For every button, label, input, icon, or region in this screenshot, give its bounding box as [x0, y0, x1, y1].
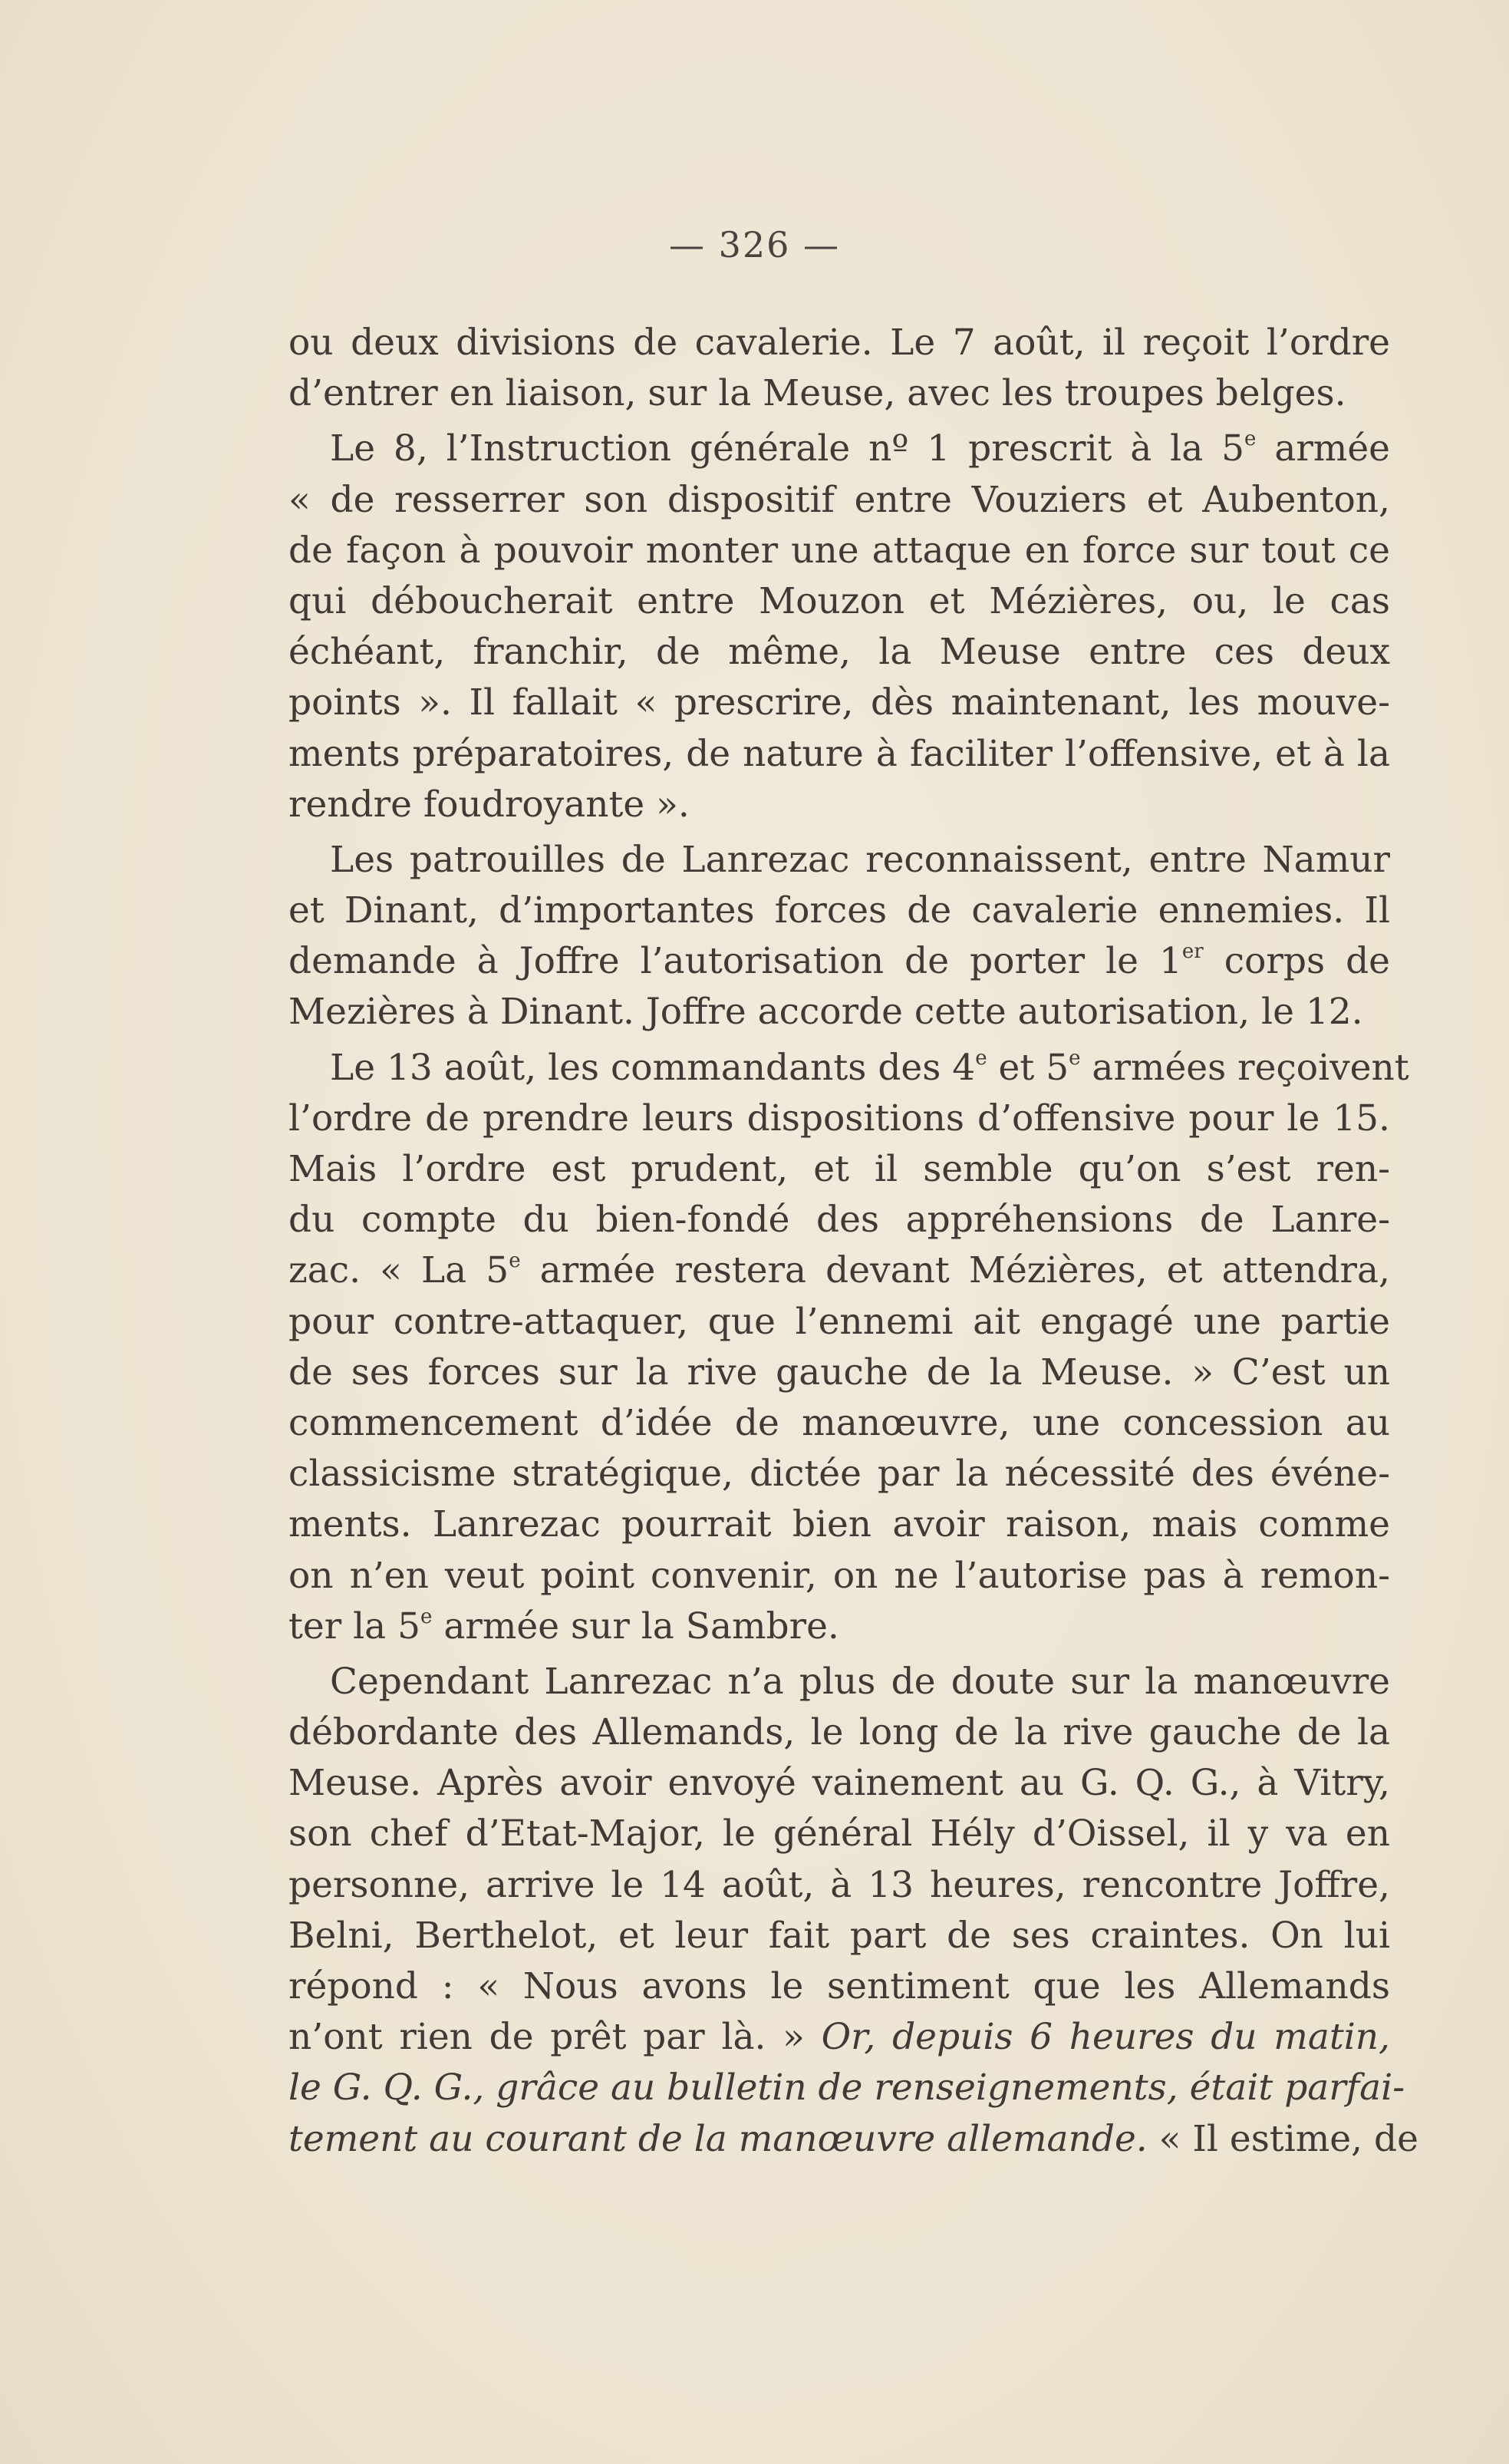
text-span: armée sur la Sambre. — [432, 1605, 839, 1648]
text-line — [288, 1601, 1390, 1652]
text-line — [288, 1499, 1390, 1550]
text-line — [288, 2012, 1390, 2063]
text-span: corps de — [1203, 940, 1390, 983]
text-line — [288, 1449, 1390, 1499]
text-span: du compte du bien-fondé des appréhensions de Lanre- — [288, 1199, 1390, 1242]
text-line — [288, 1144, 1390, 1195]
text-line — [288, 1809, 1390, 1859]
text-line — [288, 424, 1390, 474]
text-span: Meuse. Après avoir envoyé vainement au G. Q. G., à Vitry, — [288, 1762, 1390, 1805]
superscript: er — [1181, 940, 1204, 964]
text-span: Les patrouilles de Lanrezac reconnaissent, entre Namur — [330, 838, 1390, 881]
superscript: e — [420, 1605, 433, 1628]
text-span: Belni, Berthelot, et leur fait part de ses craintes. On lui — [288, 1914, 1390, 1957]
text-line — [288, 318, 1390, 368]
text-span: d’entrer en liaison, sur la Meuse, avec les troupes belges. — [288, 372, 1346, 415]
text-span: qui déboucherait entre Mouzon et Mézières, ou, le cas — [288, 579, 1390, 622]
italic-text: Or, depuis 6 heures du matin, — [821, 2016, 1390, 2059]
text-line — [288, 1860, 1390, 1911]
text-line — [288, 1657, 1390, 1707]
text-span: armée restera devant Mézières, et attendra, — [520, 1249, 1390, 1292]
text-span: ments préparatoires, de nature à faciliter l’offensive, et à la — [288, 732, 1390, 775]
text-span: débordante des Allemands, le long de la rive gauche de la — [288, 1711, 1390, 1754]
text-line — [288, 1347, 1390, 1398]
text-line — [288, 936, 1390, 987]
text-span: son chef d’Etat-Major, le général Hély d’Oissel, il y va en — [288, 1813, 1390, 1855]
text-span: armées reçoivent — [1080, 1046, 1409, 1089]
text-span: Cependant Lanrezac n’a plus de doute sur la manœuvre — [330, 1660, 1390, 1703]
text-span: Le 8, l’Instruction générale nº 1 prescrit à la 5 — [330, 427, 1245, 470]
text-span: échéant, franchir, de même, la Meuse entre ces deux — [288, 631, 1390, 674]
text-span: « Il estime, de — [1147, 2117, 1418, 2160]
italic-text: tement au courant de la manœuvre allemande. — [288, 2117, 1148, 2160]
text-line — [288, 1245, 1390, 1296]
text-line — [288, 1297, 1390, 1347]
text-span: l’ordre de prendre leurs dispositions d’offensive pour le 15. — [288, 1097, 1390, 1140]
text-line — [288, 627, 1390, 678]
text-line — [288, 1961, 1390, 2012]
page-number: — 326 — — [668, 224, 841, 266]
superscript: e — [975, 1046, 987, 1070]
text-line — [288, 729, 1390, 780]
text-span: commencement d’idée de manœuvre, une concession au — [288, 1401, 1390, 1444]
text-span: classicisme stratégique, dictée par la nécessité des événe- — [288, 1453, 1390, 1496]
superscript: e — [1244, 427, 1257, 451]
text-line — [288, 2063, 1405, 2113]
text-span: et Dinant, d’importantes forces de cavalerie ennemies. Il — [288, 889, 1390, 932]
text-span: points ». Il fallait « prescrire, dès maintenant, les mouve- — [288, 681, 1390, 724]
text-span: Mais l’ordre est prudent, et il semble qu’on s’est ren- — [288, 1148, 1390, 1190]
text-span: et 5 — [987, 1046, 1069, 1089]
text-span: Le 13 août, les commandants des 4 — [330, 1046, 976, 1089]
text-span: rendre foudroyante ». — [288, 783, 690, 826]
text-line — [288, 987, 1390, 1037]
text-line — [288, 1093, 1390, 1144]
text-line — [288, 1911, 1390, 1961]
text-span: demande à Joffre l’autorisation de porter le 1 — [288, 940, 1182, 983]
text-span: « de resserrer son dispositif entre Vouziers et Aubenton, — [288, 478, 1390, 521]
text-line — [288, 678, 1390, 728]
text-span: armée — [1256, 427, 1390, 470]
superscript: e — [509, 1249, 521, 1273]
body-text — [288, 318, 1418, 2165]
text-line — [288, 1551, 1390, 1601]
text-span: zac. « La 5 — [288, 1249, 509, 1292]
text-span: Mezières à Dinant. Joffre accorde cette autorisation, le 12. — [288, 991, 1363, 1034]
text-line — [288, 368, 1390, 419]
text-line — [288, 886, 1390, 936]
text-line — [288, 1195, 1390, 1245]
text-line — [288, 526, 1390, 576]
text-line — [288, 2114, 1418, 2165]
text-line — [288, 1043, 1409, 1093]
italic-text: le G. Q. G., grâce au bulletin de renseignements, était parfai- — [288, 2067, 1405, 2109]
superscript: e — [1069, 1046, 1081, 1070]
text-span: on n’en veut point convenir, on ne l’autorise pas à remon- — [288, 1554, 1390, 1597]
text-span: n’ont rien de prêt par là. » — [288, 2016, 822, 2059]
text-line — [288, 576, 1390, 627]
text-span: répond : « Nous avons le sentiment que les Allemands — [288, 1965, 1390, 2007]
text-span: de façon à pouvoir monter une attaque en force sur tout ce — [288, 529, 1390, 572]
text-line — [288, 780, 1390, 830]
text-line — [288, 835, 1390, 886]
text-span: de ses forces sur la rive gauche de la Meuse. » C’est un — [288, 1351, 1390, 1394]
text-span: pour contre-attaquer, que l’ennemi ait engagé une partie — [288, 1300, 1390, 1343]
text-span: ter la 5 — [288, 1605, 421, 1648]
text-line — [288, 1707, 1390, 1758]
text-line — [288, 1758, 1390, 1809]
text-span: ments. Lanrezac pourrait bien avoir raison, mais comme — [288, 1503, 1390, 1546]
text-line — [288, 1398, 1390, 1449]
text-span: ou deux divisions de cavalerie. Le 7 août, il reçoit l’ordre — [288, 322, 1390, 364]
text-line — [288, 475, 1390, 526]
text-span: personne, arrive le 14 août, à 13 heures, rencontre Joffre, — [288, 1863, 1390, 1906]
